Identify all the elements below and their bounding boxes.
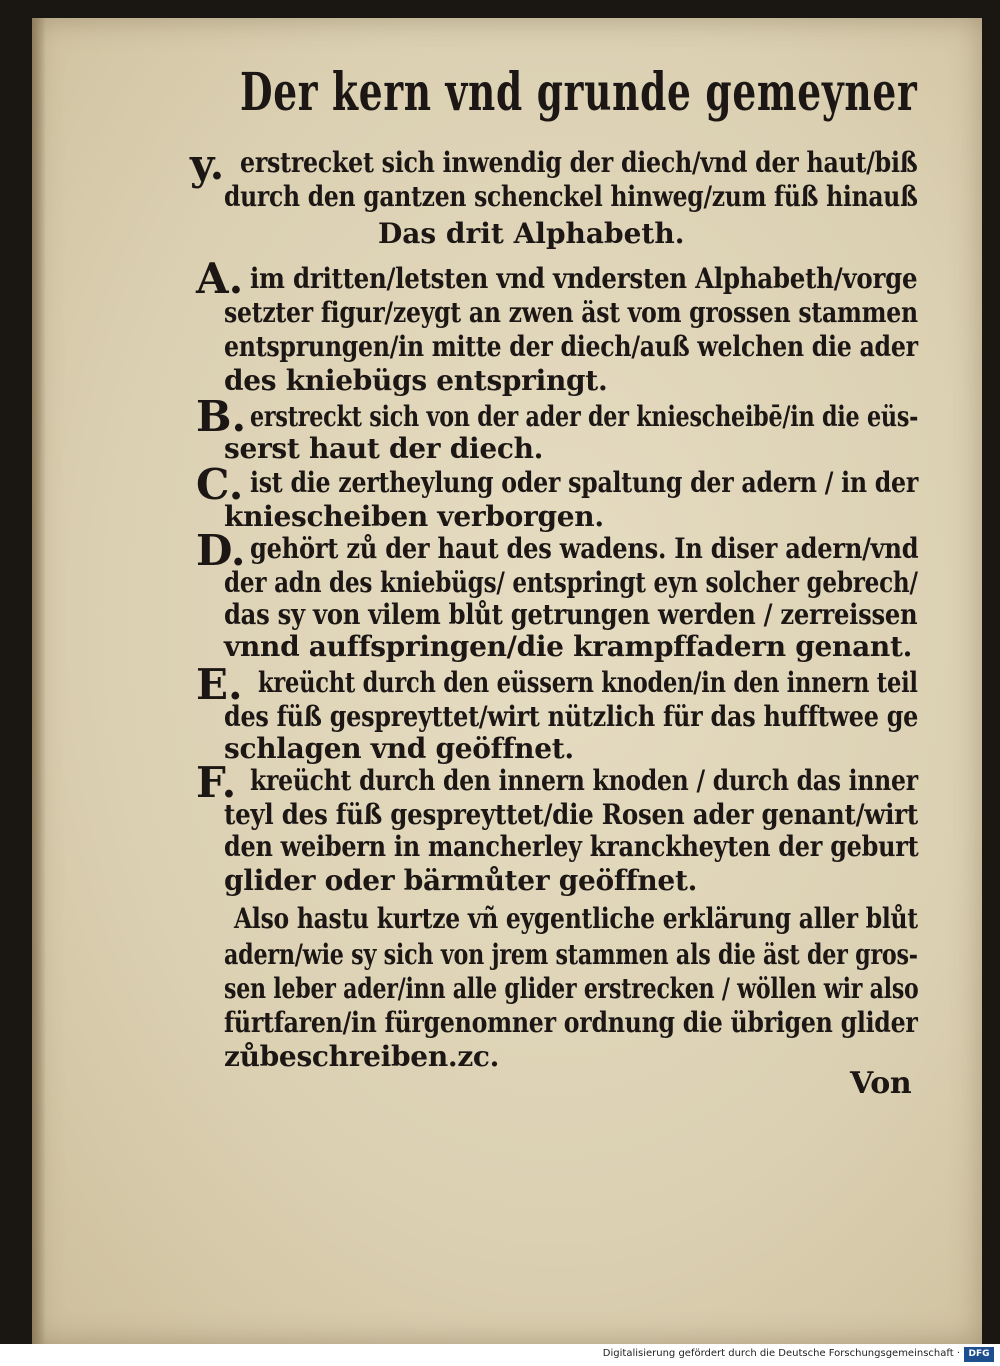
entry-b-line-1: erstreckt sich von der ader der kniescheibē/in die eüs- bbox=[250, 400, 919, 433]
entry-d-line-4: vnnd auffspringen/die krampffadern genant. bbox=[224, 630, 913, 663]
closing-line-1: Also hastu kurtze vñ eygentliche erklärung aller blůt bbox=[234, 902, 918, 935]
closing-line-3: sen leber ader/inn alle glider erstrecken / wöllen wir also bbox=[224, 972, 919, 1005]
entry-f-line-4: glider oder bärmůter geöffnet. bbox=[224, 864, 698, 897]
entry-e-line-3: schlagen vnd geöffnet. bbox=[224, 732, 574, 765]
entry-a-line-4: des kniebügs entspringt. bbox=[224, 364, 608, 397]
entry-f-line-1: kreücht durch den innern knoden / durch das inner bbox=[250, 764, 918, 797]
entry-c-line-2: kniescheiben verborgen. bbox=[224, 500, 604, 533]
digitization-footer bbox=[0, 1344, 1000, 1366]
entry-c-line-1: ist die zertheylung oder spaltung der adern / in der bbox=[250, 466, 919, 499]
entry-letter-e: E. bbox=[196, 660, 243, 709]
entry-f-line-2: teyl des füß gespreyttet/die Rosen ader genant/wirt bbox=[224, 798, 918, 831]
entry-a-line-3: entsprungen/in mitte der diech/auß welchen die ader bbox=[224, 330, 918, 363]
entry-f-line-3: den weibern in mancherley kranckheyten der geburt bbox=[224, 830, 919, 863]
entry-e-line-1: kreücht durch den eüssern knoden/in den innern teil bbox=[258, 666, 918, 699]
entry-letter-c: C. bbox=[196, 460, 244, 509]
entry-letter-b: B. bbox=[196, 392, 247, 441]
running-heading: Der kern vnd grunde gemeyner bbox=[240, 62, 918, 123]
catchword: Von bbox=[850, 1066, 912, 1101]
closing-line-5: zůbeschreiben.zc. bbox=[224, 1040, 500, 1073]
footer-credit-text: Digitalisierung gefördert durch die Deutsche Forschungsgemeinschaft · bbox=[602, 1348, 960, 1359]
entry-a-line-1: im dritten/letsten vnd vndersten Alphabeth/vorge bbox=[250, 262, 918, 295]
dfg-logo: DFG bbox=[964, 1347, 994, 1362]
entry-letter-f: F. bbox=[196, 758, 237, 807]
entry-d-line-3: das sy von vilem blůt getrungen werden / zerreissen bbox=[224, 598, 918, 631]
entry-e-line-2: des füß gespreyttet/wirt nützlich für das hufftwee ge bbox=[224, 700, 919, 733]
section-subheading: Das drit Alphabeth. bbox=[378, 217, 685, 250]
entry-d-line-2: der adn des kniebügs/ entspringt eyn solcher gebrech/ bbox=[224, 566, 918, 599]
entry-b-line-2: serst haut der diech. bbox=[224, 432, 544, 465]
entry-a-line-2: setzter figur/zeygt an zwen äst vom grossen stammen bbox=[224, 296, 918, 329]
closing-line-4: fürtfaren/in fürgenomner ordnung die übrigen glider bbox=[224, 1006, 918, 1039]
entry-letter-d: D. bbox=[196, 526, 246, 575]
closing-line-2: adern/wie sy sich von jrem stammen als die äst der gros- bbox=[224, 938, 918, 971]
entry-y-line-1: erstrecket sich inwendig der diech/vnd der haut/biß bbox=[240, 146, 918, 179]
entry-letter-y: y. bbox=[190, 140, 225, 189]
entry-y-line-2: durch den gantzen schenckel hinweg/zum füß hinauß bbox=[224, 180, 918, 213]
entry-d-line-1: gehört zů der haut des wadens. In diser adern/vnd bbox=[250, 532, 919, 565]
entry-letter-a: A. bbox=[196, 254, 244, 303]
